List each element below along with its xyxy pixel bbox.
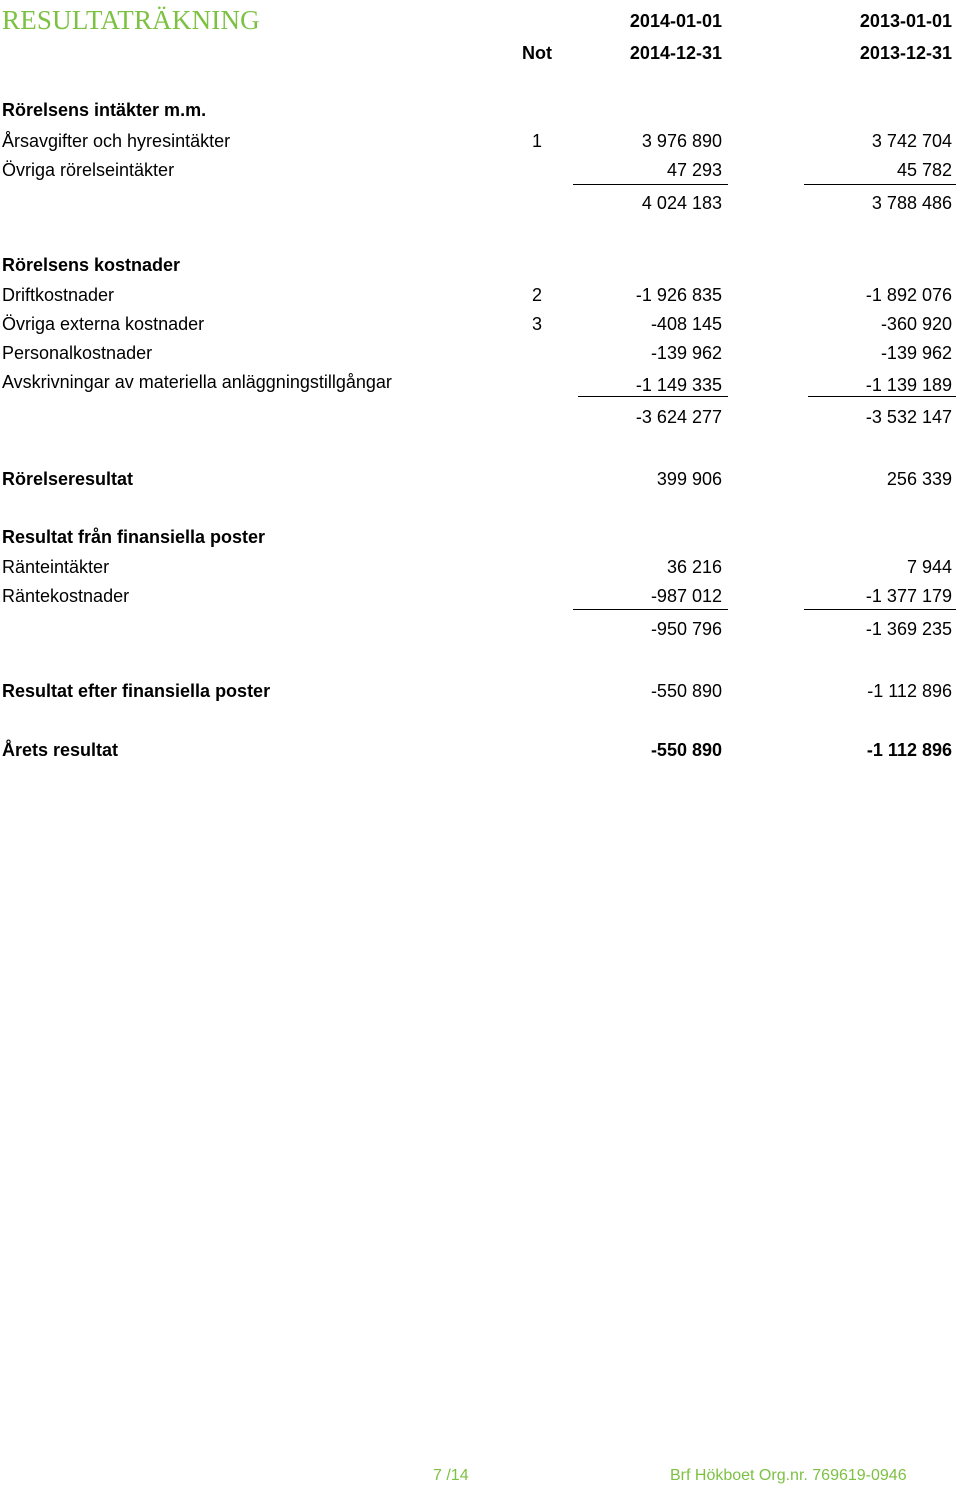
value-2013: -1 377 179 [865, 586, 952, 606]
subtotal-rule [573, 609, 728, 610]
value-2014: -139 962 [650, 343, 722, 363]
header-2014-from: 2014-01-01 [629, 11, 722, 31]
section-heading-finans: Resultat från finansiella poster [2, 527, 266, 547]
row-label: Övriga rörelseintäkter [2, 160, 175, 180]
subtotal-rule [804, 609, 956, 610]
row-label: Personalkostnader [2, 343, 153, 363]
subtotal-rule [573, 184, 728, 185]
value-2014: 36 216 [666, 557, 722, 577]
row-label: Avskrivningar av materiella anläggningstillgångar [2, 372, 392, 392]
value-2013: -1 112 896 [866, 740, 952, 760]
row-note: 1 [532, 131, 543, 151]
page-title: RESULTATRÄKNING [2, 5, 260, 35]
value-2013: -360 920 [880, 314, 952, 334]
value-2013: 45 782 [896, 160, 952, 180]
value-2014: 399 906 [656, 469, 722, 489]
value-2014: 47 293 [666, 160, 722, 180]
section-heading-kostnader: Rörelsens kostnader [2, 255, 181, 275]
value-2013: 3 742 704 [871, 131, 952, 151]
value-2014: -550 890 [650, 740, 722, 760]
value-2013: -1 112 896 [867, 681, 952, 701]
value-2014: -408 145 [650, 314, 722, 334]
subtotal-2013: 3 788 486 [871, 193, 952, 213]
row-label: Rörelseresultat [2, 469, 134, 489]
subtotal-2014: 4 024 183 [641, 193, 722, 213]
value-2014: 3 976 890 [641, 131, 722, 151]
row-label: Räntekostnader [2, 586, 130, 606]
page-number: 7 /14 [433, 1467, 469, 1484]
value-2013: -1 892 076 [865, 285, 952, 305]
section-heading-intakter: Rörelsens intäkter m.m. [2, 100, 207, 120]
value-2013: -139 962 [880, 343, 952, 363]
value-2013: 256 339 [886, 469, 952, 489]
row-note: 3 [532, 314, 543, 334]
row-label: Övriga externa kostnader [2, 314, 205, 334]
value-2014: -550 890 [650, 681, 722, 701]
subtotal-2014: -950 796 [650, 619, 722, 639]
value-2013: -1 139 189 [865, 375, 952, 395]
subtotal-rule [808, 396, 956, 397]
value-2014: -1 149 335 [635, 375, 722, 395]
subtotal-rule [578, 396, 728, 397]
header-2013-from: 2013-01-01 [859, 11, 952, 31]
subtotal-rule [804, 184, 956, 185]
row-label: Driftkostnader [2, 285, 115, 305]
row-label: Årsavgifter och hyresintäkter [2, 131, 231, 151]
value-2014: -1 926 835 [635, 285, 722, 305]
header-2013-to: 2013-12-31 [859, 43, 952, 63]
row-label: Resultat efter finansiella poster [2, 681, 271, 701]
row-label: Årets resultat [2, 740, 119, 760]
header-2014-to: 2014-12-31 [629, 43, 722, 63]
header-not: Not [522, 43, 552, 63]
row-note: 2 [532, 285, 543, 305]
footer-org: Brf Hökboet Org.nr. 769619-0946 [670, 1467, 907, 1484]
value-2013: 7 944 [906, 557, 952, 577]
value-2014: -987 012 [650, 586, 722, 606]
subtotal-2014: -3 624 277 [635, 407, 722, 427]
subtotal-2013: -1 369 235 [865, 619, 952, 639]
subtotal-2013: -3 532 147 [865, 407, 952, 427]
row-label: Ränteintäkter [2, 557, 110, 577]
